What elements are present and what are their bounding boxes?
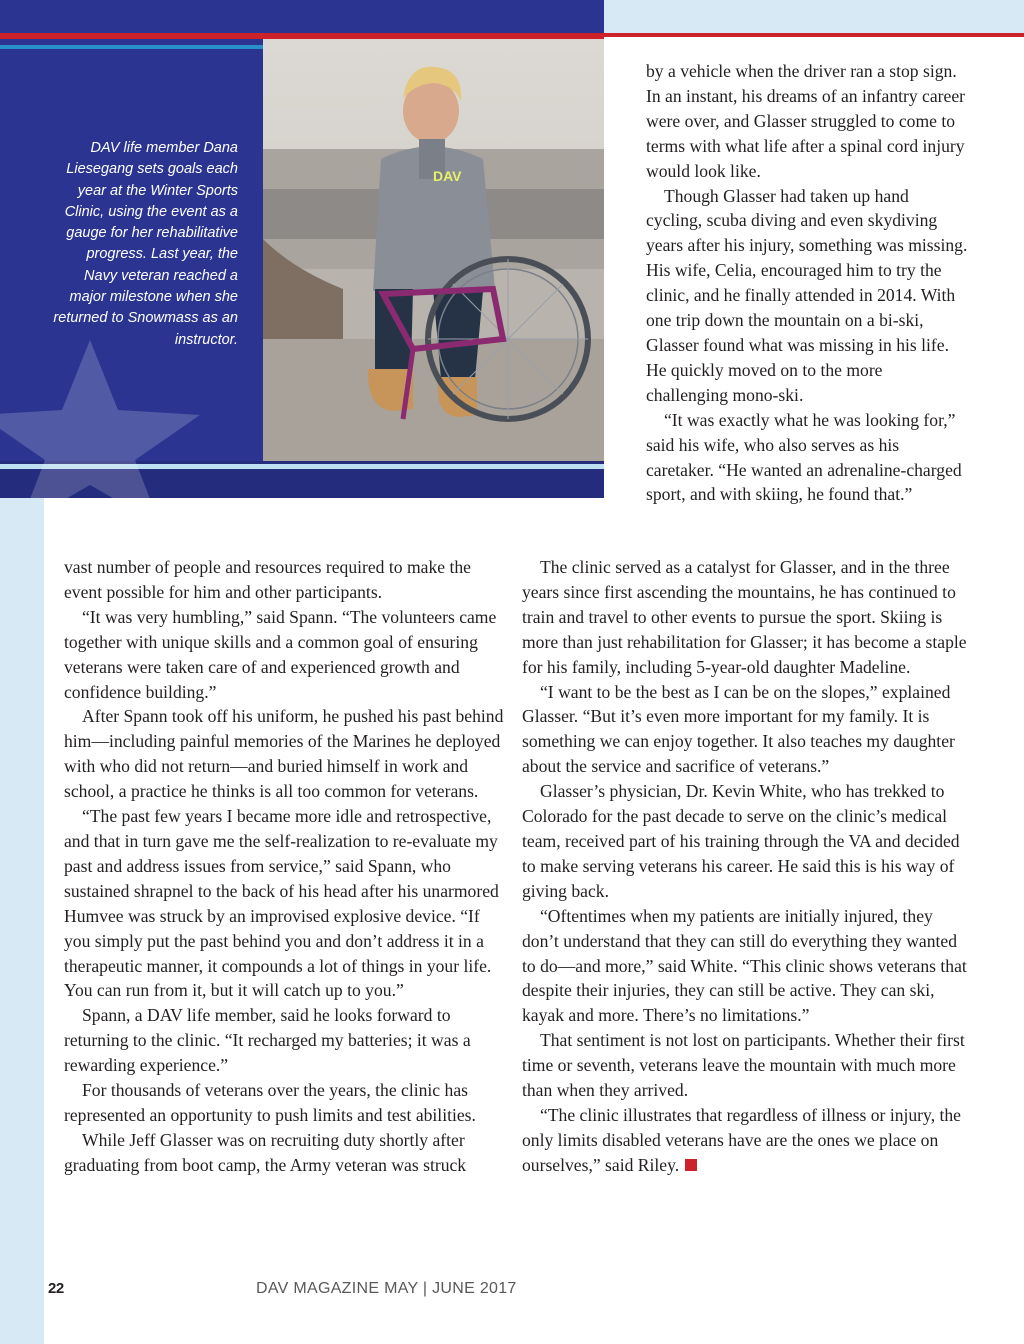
- body-paragraph: “It was exactly what he was looking for,” said his wife, who also serves as his caretaker. “He wanted an adrenaline-charged sport, and with skiing, he found that.”: [646, 409, 962, 505]
- wheelchair-athlete-photo: [263, 39, 604, 461]
- body-paragraph: For thousands of veterans over the years, the clinic has represented an opportunity to push limits and test abilities.: [64, 1080, 476, 1125]
- body-paragraph: “I want to be the best as I can be on the slopes,” explained Glasser. “But it’s even more important for my family. It is something we can enjoy together. It also teaches my daughter about the service and sacrifice of veterans.”: [522, 681, 955, 777]
- body-paragraph: That sentiment is not lost on participants. Whether their first time or seventh, veterans leave the mountain with much more than when they arrived.: [522, 1030, 965, 1101]
- body-paragraph: Spann, a DAV life member, said he looks forward to returning to the clinic. “It recharged my batteries; it was a rewarding experience.”: [64, 1005, 471, 1076]
- body-paragraph: by a vehicle when the driver ran a stop sign. In an instant, his dreams of an infantry career were over, and Glasser struggled to come to terms with what life after a spinal cord injury would look like.: [646, 61, 966, 181]
- body-paragraph: vast number of people and resources required to make the event possible for him and other participants.: [64, 557, 471, 602]
- text-column-left: [64, 555, 504, 1178]
- body-paragraph: The clinic served as a catalyst for Glasser, and in the three years since first ascending the mountains, he has continued to train and travel to other events to pursue the sport. Skiing is more than just rehabilitation for Glasser; it has become a staple for his family, including 5-year-old daughter Madeline.: [522, 557, 967, 677]
- body-paragraph: “Oftentimes when my patients are initially injured, they don’t understand that they can still do everything they wanted to do—and more,” said White. “This clinic shows veterans that despite their injuries, they can still be active. They can ski, kayak and more. There’s no limitations.”: [522, 905, 967, 1026]
- body-paragraph: Glasser’s physician, Dr. Kevin White, who has trekked to Colorado for the past decade to serve on the clinic’s medical team, received part of his training through the VA and decided to make serving veterans his career. He said this is his way of giving back.: [522, 781, 960, 901]
- magazine-footer-title: DAV MAGAZINE MAY | JUNE 2017: [256, 1280, 517, 1297]
- final-paragraph-text: “The clinic illustrates that regardless of illness or injury, the only limits disabled veterans have are the ones we place on ourselves,” said Riley.: [522, 1104, 961, 1175]
- top-accent-band: [604, 0, 1024, 34]
- body-paragraph: “The past few years I became more idle and retrospective, and that in turn gave me the self-realization to re-evaluate my past and address issues from service,” said Spann, who sustained shrapnel to the back of his head after his unarmored Humvee was struck by an improvised explosive device. “If you simply put the past behind you and don’t address it in a therapeutic manner, it compounds a lot of things in your life. You can run from it, but it will catch up to you.”: [64, 806, 499, 1001]
- body-paragraph: Though Glasser had taken up hand cycling, scuba diving and even skydiving years after his injury, something was missing. His wife, Celia, encouraged him to try the clinic, and he finally attended in 2014. With one trip down the mountain on a bi-ski, Glasser found what was missing in his life. He quickly moved on to the more challenging mono-ski.: [646, 185, 968, 405]
- body-paragraph-final: [522, 1103, 968, 1178]
- text-column-right: [522, 555, 968, 1178]
- text-column-top-right: [646, 59, 968, 507]
- end-of-story-icon: [685, 1159, 697, 1171]
- body-paragraph: After Spann took off his uniform, he pushed his past behind him—including painful memories of the Marines he deployed with who did not return—and buried himself in work and school, a practice he thinks is all too common for veterans.: [64, 706, 504, 802]
- body-paragraph: “It was very humbling,” said Spann. “The volunteers came together with unique skills and a common goal of ensuring veterans were taken care of and experienced growth and confidence building.”: [64, 606, 497, 702]
- photo-caption: DAV life member Dana Liesegang sets goals each year at the Winter Sports Clinic, using the event as a gauge for her rehabilitative progress. Last year, the Navy veteran reached a major milestone when she returned to Snowmass as an instructor.: [53, 140, 238, 348]
- body-paragraph: While Jeff Glasser was on recruiting duty shortly after graduating from boot camp, the Army veteran was struck: [64, 1129, 467, 1175]
- star-watermark-icon: [0, 330, 220, 498]
- shirt-logo: DAV: [433, 168, 462, 184]
- page-number: 22: [48, 1280, 64, 1297]
